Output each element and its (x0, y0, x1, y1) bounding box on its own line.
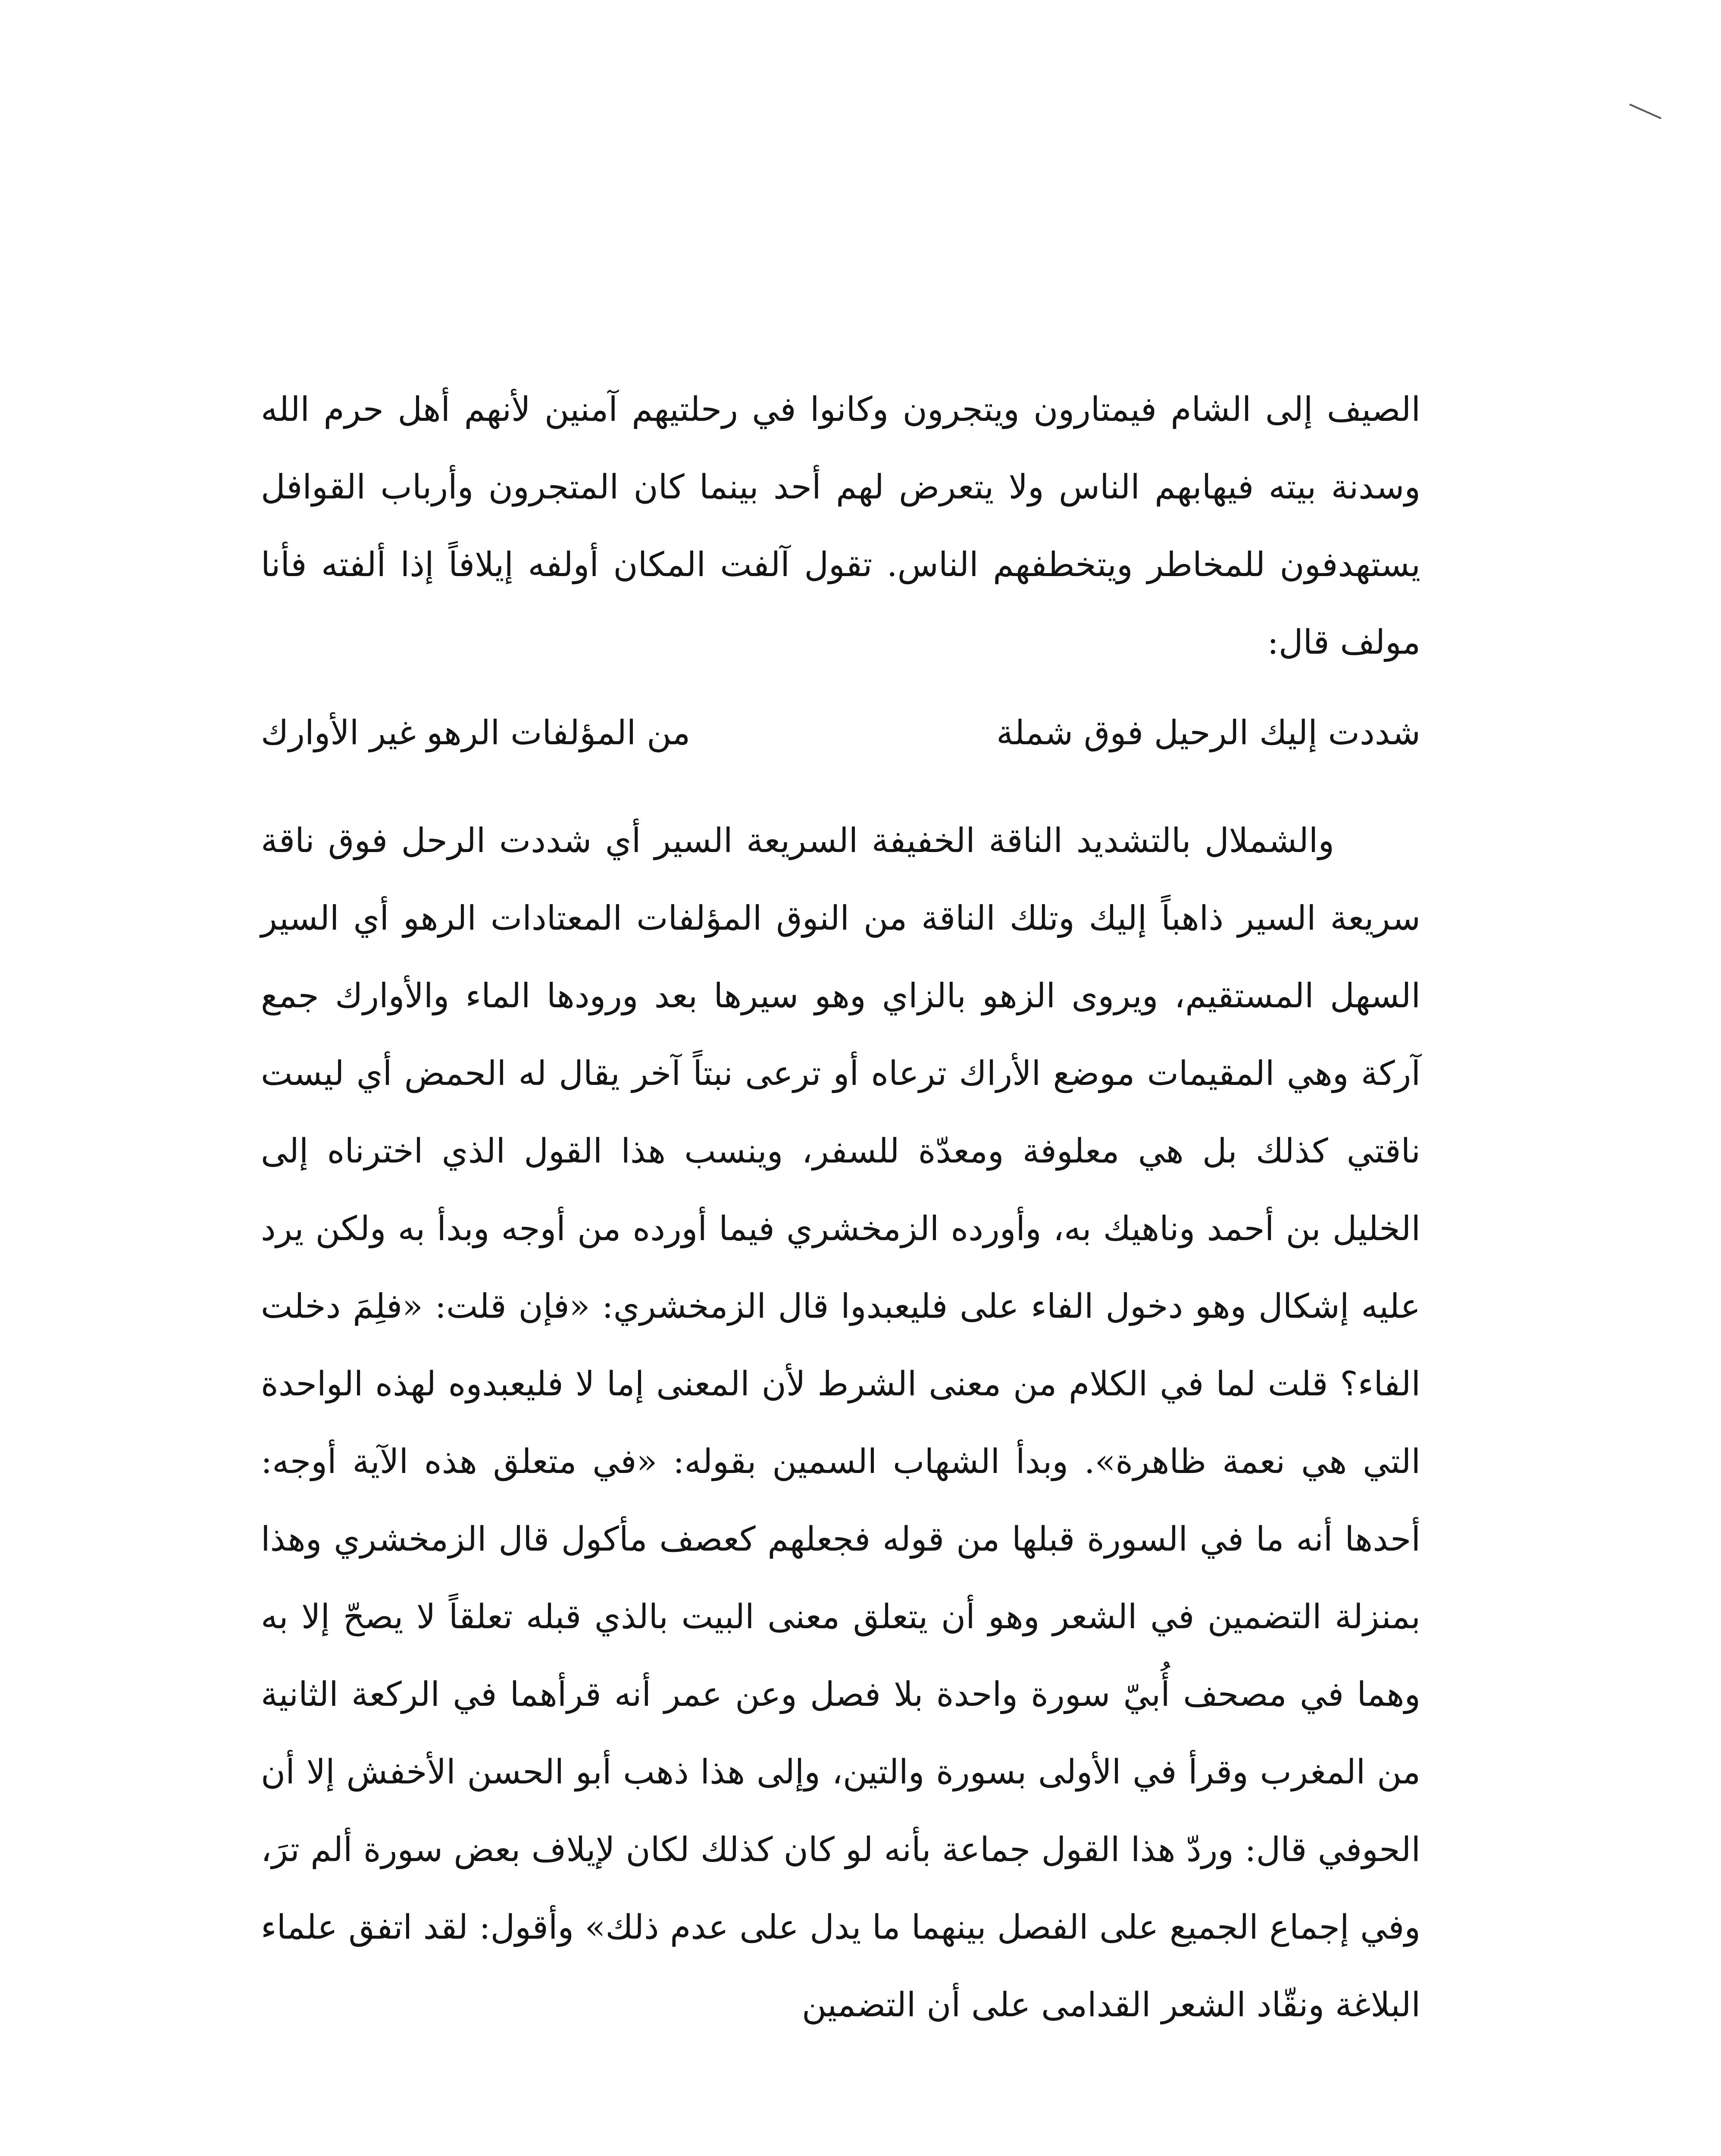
paragraph-1: الصيف إلى الشام فيمتارون ويتجرون وكانوا في رحلتيهم آمنين لأنهم أهل حرم الله وسدنة بيته فيهابهم الناس ولا يتعرض لهم أحد بينما كان المتجرون وأرباب القوافل يستهدفون للمخاطر ويتخطفهم الناس. تقول آلفت المكان أولفه إيلافاً إذا ألفته فأنا مولف قال: (261, 390, 1421, 662)
verse-second-hemistich: من المؤلفات الرهو غير الأوارك (261, 714, 691, 752)
verse-first-hemistich: شددت إليك الرحيل فوق شملة (996, 714, 1421, 752)
paragraph-2: والشملال بالتشديد الناقة الخفيفة السريعة السير أي شددت الرحل فوق ناقة سريعة السير ذاهباً إليك وتلك الناقة من النوق المؤلفات المعتادات الرهو أي السير السهل المستقيم، ويروى الزهو بالزاي وهو سيرها بعد ورودها الماء والأوارك جمع آركة وهي المقيمات موضع الأراك ترعاه أو ترعى نبتاً آخر يقال له الحمض أي ليست ناقتي كذلك بل هي معلوفة ومعدّة للسفر، وينسب هذا القول الذي اخترناه إلى الخليل بن أحمد وناهيك به، وأورده الزمخشري فيما أورده من أوجه وبدأ به ولكن يرد عليه إشكال وهو دخول الفاء على فليعبدوا قال الزمخشري: «فإن قلت: «فلِمَ دخلت الفاء؟ قلت لما في الكلام من معنى الشرط لأن المعنى إما لا فليعبدوه لهذه الواحدة التي هي نعمة ظاهرة». وبدأ الشهاب السمين بقوله: «في متعلق هذه الآية أوجه: أحدها أنه ما في السورة قبلها من قوله فجعلهم كعصف مأكول قال الزمخشري وهذا بمنزلة التضمين في الشعر وهو أن يتعلق معنى البيت بالذي قبله تعلقاً لا يصحّ إلا به وهما في مصحف أُبيّ سورة واحدة بلا فصل وعن عمر أنه قرأهما في الركعة الثانية من المغرب وقرأ في الأولى بسورة والتين، وإلى هذا ذهب أبو الحسن الأخفش إلا أن الحوفي قال: وردّ هذا القول جماعة بأنه لو كان كذلك لكان لإيلاف بعض سورة ألم ترَ، وفي إجماع الجميع على الفصل بينهما ما يدل على عدم ذلك» وأقول: لقد اتفق علماء البلاغة ونقّاد الشعر القدامى على أن التضمين (261, 821, 1421, 2024)
body-text (261, 371, 1421, 2044)
scan-mark (1629, 103, 1662, 119)
poetry-verse (261, 699, 1421, 768)
